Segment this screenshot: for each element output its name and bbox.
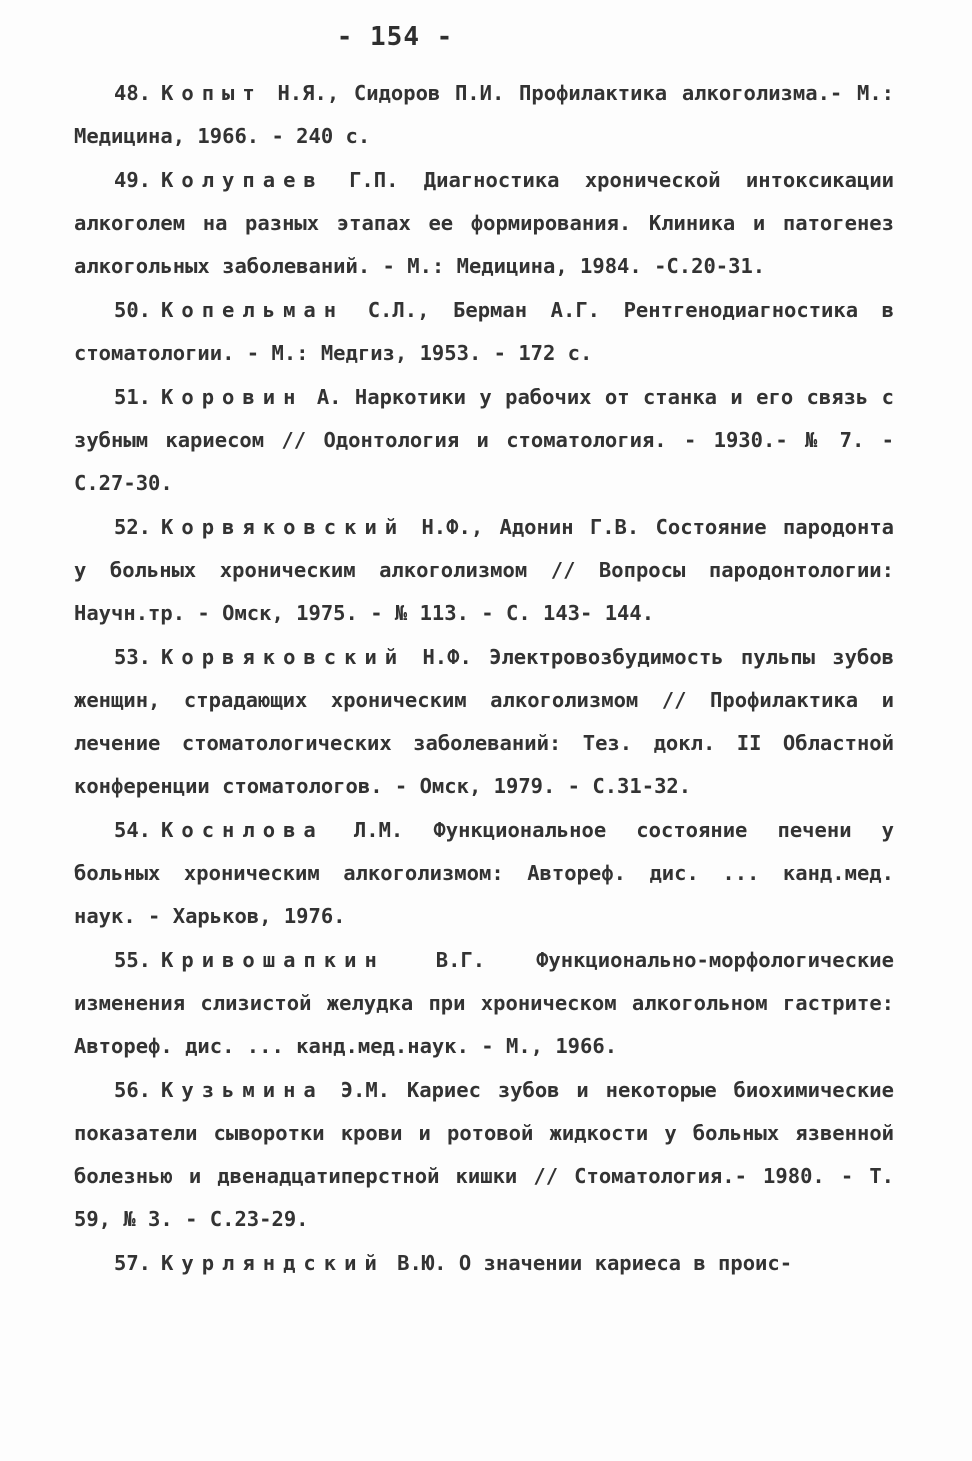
bibliography-entry	[74, 72, 894, 158]
bibliography-entry	[74, 809, 894, 938]
entry-author: Кузьмина	[161, 1078, 324, 1102]
bibliography-entry	[74, 289, 894, 375]
entry-text: Э.М. Кариес зубов и некоторые биохимические показатели сыворотки крови и ротовой жидкости у больных язвенной болезнью и двенадцатиперстной кишки // Стоматология.- 1980. - Т. 59, № 3. - С.23-29.	[74, 1078, 894, 1231]
entry-number: 48.	[114, 81, 152, 105]
bibliography-entry	[74, 1242, 894, 1285]
entry-text: С.Л., Берман А.Г. Рентгенодиагностика в стоматологии. - М.: Медгиз, 1953. - 172 с.	[74, 298, 895, 365]
page-number: - 154 -	[336, 22, 454, 52]
bibliography-entry	[74, 506, 894, 635]
bibliography-list	[74, 72, 894, 1285]
entry-number: 50.	[114, 298, 152, 322]
entry-author: Кривошапкин	[161, 948, 385, 972]
entry-number: 52.	[114, 515, 152, 539]
entry-number: 53.	[114, 645, 152, 669]
entry-number: 49.	[114, 168, 152, 192]
entry-text: Г.П. Диагностика хронической интоксикации алкоголем на разных этапах ее формирования. Клиника и патогенез алкогольных заболеваний. - М.: Медицина, 1984. -С.20-31.	[74, 168, 895, 278]
entry-number: 56.	[114, 1078, 152, 1102]
entry-author: Копыт	[161, 81, 263, 105]
entry-text: Н.Ф. Электровозбудимость пульпы зубов женщин, страдающих хроническим алкоголизмом // Профилактика и лечение стоматологических заболеваний: Тез. докл. II Областной конференции стоматологов. - Омск, 1979. - С.31-32.	[74, 645, 895, 798]
entry-text: Л.М. Функциональное состояние печени у больных хроническим алкоголизмом: Автореф. дис. ... канд.мед. наук. - Харьков, 1976.	[74, 818, 895, 928]
bibliography-entry	[74, 376, 894, 505]
entry-text: В.Г. Функционально-морфологические изменения слизистой желудка при хроническом алкогольном гастрите: Автореф. дис. ... канд.мед.наук. - М., 1966.	[74, 948, 894, 1058]
entry-author: Копельман	[161, 298, 345, 322]
entry-author: Колупаев	[161, 168, 324, 192]
entry-text: В.Ю. О значении кариеса в проис-	[397, 1251, 793, 1275]
bibliography-entry	[74, 939, 894, 1068]
entry-number: 55.	[114, 948, 152, 972]
entry-author: Корвяковский	[161, 645, 406, 669]
entry-text: А. Наркотики у рабочих от станка и его связь с зубным кариесом // Одонтология и стоматология. - 1930.- № 7. - С.27-30.	[74, 385, 894, 495]
entry-author: Коснлова	[161, 818, 324, 842]
bibliography-entry	[74, 636, 894, 808]
entry-author: Корвяковский	[161, 515, 406, 539]
entry-author: Курляндский	[161, 1251, 385, 1275]
entry-text: Н.Я., Сидоров П.И. Профилактика алкоголизма.- М.: Медицина, 1966. - 240 с.	[74, 81, 894, 148]
entry-text: Н.Ф., Адонин Г.В. Состояние пародонта у больных хроническим алкоголизмом // Вопросы пародонтологии: Научн.тр. - Омск, 1975. - № 113. - С. 143- 144.	[74, 515, 895, 625]
bibliography-entry	[74, 1069, 894, 1241]
entry-number: 57.	[114, 1251, 152, 1275]
bibliography-entry	[74, 159, 894, 288]
entry-number: 51.	[114, 385, 152, 409]
entry-author: Коровин	[161, 385, 304, 409]
entry-number: 54.	[114, 818, 152, 842]
